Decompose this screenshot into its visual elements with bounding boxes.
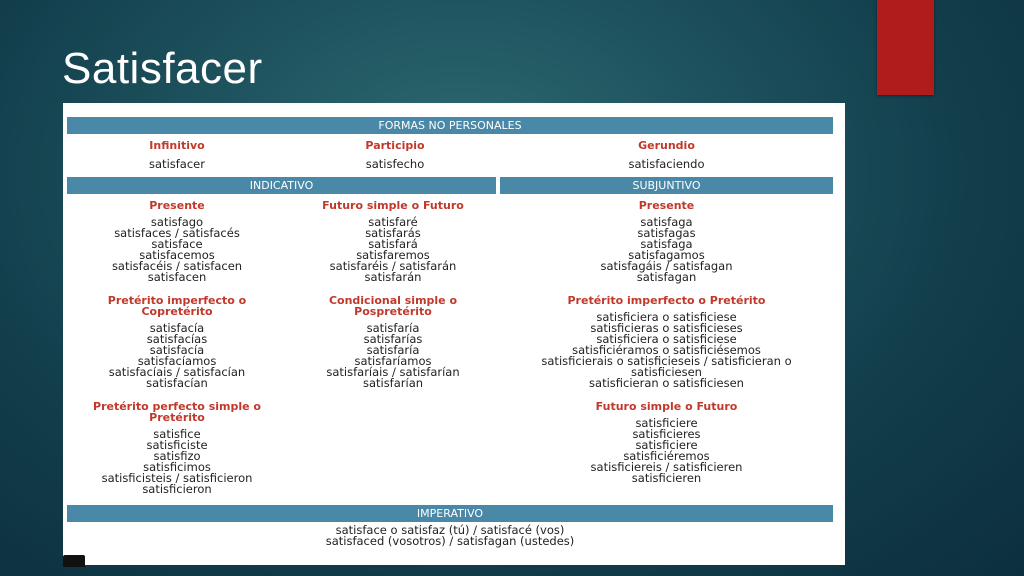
participio-label: Participio	[365, 139, 425, 152]
conjugation-form: satisfago	[150, 215, 204, 229]
conjugation-form: satisfagáis / satisfagan	[600, 259, 733, 273]
sub-presente-forms	[500, 217, 833, 283]
conjugation-form: satisfaces / satisfacés	[114, 226, 240, 240]
ind-futuro-label: Futuro simple o Futuro	[322, 199, 464, 212]
gerundio-label: Gerundio	[638, 139, 695, 152]
conjugation-form: satisfarías	[363, 332, 423, 346]
ind-presente-block	[67, 200, 287, 283]
ind-futuro-block	[285, 200, 501, 283]
ind-imperfecto-forms	[89, 323, 265, 389]
conjugation-form: satisfacías	[146, 332, 208, 346]
conjugation-form: satisficieras o satisficieses	[590, 321, 743, 335]
ind-imperfecto-label: Pretérito imperfecto o Copretérito	[107, 294, 247, 318]
conjugation-form: satisfaremos	[356, 248, 430, 262]
conjugation-form: satisfacen	[147, 270, 207, 284]
conjugation-form: satisfarán	[364, 270, 422, 284]
sub-futuro-block	[500, 401, 833, 484]
conjugation-form: satisfaga	[640, 237, 693, 251]
ind-futuro-forms	[285, 217, 501, 283]
conjugation-form: satisfaré	[368, 215, 418, 229]
conjugation-form: satisficiesen	[631, 365, 702, 379]
imperativo-block	[67, 523, 833, 547]
conjugation-form: satisficiéremos	[623, 449, 710, 463]
participio-col	[285, 140, 505, 170]
conjugation-form: satisficiera o satisficiese	[596, 310, 737, 324]
conjugation-form: satisfacéis / satisfacen	[111, 259, 243, 273]
gerundio-value: satisfaciendo	[628, 157, 705, 171]
conjugation-form: satisfacían	[146, 376, 208, 390]
conjugation-form: satisficieran o satisficiesen	[589, 376, 744, 390]
sub-futuro-label: Futuro simple o Futuro	[595, 400, 738, 413]
conjugation-form: satisficierais o satisficieseis / satisficieran o	[541, 354, 792, 368]
formas-header: FORMAS NO PERSONALES	[67, 117, 833, 134]
ind-presente-forms	[67, 217, 287, 283]
sub-futuro-forms	[500, 418, 833, 484]
conjugation-form: satisfagas	[637, 226, 696, 240]
conjugation-form: satisfaréis / satisfarán	[329, 259, 457, 273]
conjugation-form: satisficiere	[635, 438, 698, 452]
ind-perfecto-label: Pretérito perfecto simple o Pretérito	[93, 400, 261, 424]
imperativo-forms	[67, 525, 833, 547]
conjugation-form: satisfacíamos	[137, 354, 217, 368]
conjugation-form: satisficieron	[142, 482, 212, 496]
slide-title: Satisfacer	[62, 44, 263, 93]
sub-presente-block	[500, 200, 833, 283]
conjugation-form: satisfaríais / satisfarían	[326, 365, 460, 379]
conjugation-form: satisfaríamos	[354, 354, 432, 368]
ind-imperfecto-block	[89, 295, 265, 389]
conjugation-form: satisfacía	[149, 321, 205, 335]
ind-perfecto-forms	[77, 429, 277, 495]
conjugation-form: satisficieres	[632, 427, 701, 441]
conjugation-form: satisfaga	[640, 215, 693, 229]
conjugation-form: satisfaría	[366, 321, 420, 335]
ind-condicional-label: Condicional simple o Pospretérito	[328, 294, 458, 318]
ind-condicional-forms	[313, 323, 473, 389]
conjugation-form: satisface	[151, 237, 203, 251]
conjugation-form: satisfarás	[365, 226, 421, 240]
conjugation-form: satisfaría	[366, 343, 420, 357]
infinitivo-label: Infinitivo	[149, 139, 205, 152]
conjugation-table-image	[63, 103, 845, 565]
conjugation-form: satisficiéramos o satisficiésemos	[572, 343, 761, 357]
infinitivo-col	[67, 140, 287, 170]
conjugation-form: satisficiera o satisficiese	[596, 332, 737, 346]
conjugation-form: satisfagamos	[628, 248, 705, 262]
ind-condicional-block	[313, 295, 473, 389]
corner-mark	[63, 555, 85, 567]
conjugation-form: satisficiereis / satisficieren	[590, 460, 743, 474]
conjugation-form: satisfarían	[362, 376, 424, 390]
sub-imperfecto-block	[500, 295, 833, 389]
subjuntivo-header: SUBJUNTIVO	[500, 177, 833, 194]
imperativo-header: IMPERATIVO	[67, 505, 833, 522]
gerundio-col	[500, 140, 833, 170]
conjugation-form: satisfizo	[153, 449, 201, 463]
conjugation-form: satisfará	[368, 237, 418, 251]
conjugation-form: satisfagan	[636, 270, 697, 284]
ind-perfecto-block	[77, 401, 277, 495]
conjugation-form: satisfacía	[149, 343, 205, 357]
sub-imperfecto-forms	[500, 312, 833, 389]
decorative-red-tab	[877, 0, 934, 95]
conjugation-form: satisfaced (vosotros) / satisfagan (ustedes)	[325, 534, 575, 548]
conjugation-form: satisficisteis / satisficieron	[101, 471, 253, 485]
conjugation-form: satisficiere	[635, 416, 698, 430]
infinitivo-value: satisfacer	[149, 157, 205, 171]
conjugation-form: satisficieren	[631, 471, 702, 485]
conjugation-form: satisfice	[153, 427, 201, 441]
conjugation-form: satisficimos	[143, 460, 211, 474]
conjugation-form: satisfacemos	[139, 248, 215, 262]
conjugation-form: satisface o satisfaz (tú) / satisfacé (vos)	[335, 523, 565, 537]
sub-imperfecto-label: Pretérito imperfecto o Pretérito	[567, 294, 766, 307]
conjugation-form: satisfacíais / satisfacían	[108, 365, 246, 379]
indicativo-header: INDICATIVO	[67, 177, 496, 194]
conjugation-form: satisficiste	[146, 438, 208, 452]
participio-value: satisfecho	[365, 157, 425, 171]
sub-presente-label: Presente	[638, 199, 695, 212]
ind-presente-label: Presente	[149, 199, 205, 212]
